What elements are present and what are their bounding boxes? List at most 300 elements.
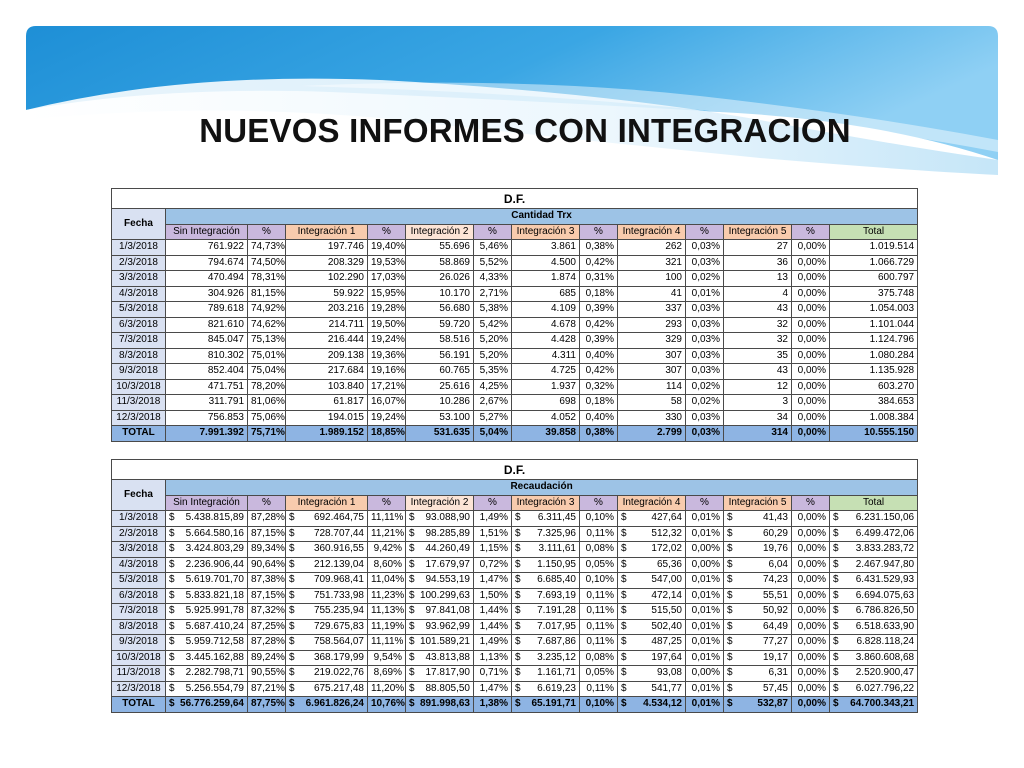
count-cell: 102.290 — [286, 271, 368, 287]
percent-cell: 0,05% — [580, 666, 618, 682]
percent-cell: 0,01% — [686, 573, 724, 589]
table-row — [112, 588, 918, 604]
percent-cell: 0,01% — [686, 588, 724, 604]
date-cell: 9/3/2018 — [112, 364, 166, 380]
column-header: Integración 2 — [406, 224, 474, 240]
amount-cell — [166, 604, 248, 620]
table-row — [112, 379, 918, 395]
amount-cell — [166, 681, 248, 697]
amount-value: 368.179,99 — [313, 651, 364, 663]
count-cell: 4 — [724, 286, 792, 302]
amount-value: 758.564,07 — [313, 636, 364, 648]
percent-cell: 19,24% — [368, 333, 406, 349]
amount-cell — [512, 542, 580, 558]
amount-value: 6.231.150,06 — [855, 512, 915, 524]
percent-cell: 0,11% — [580, 681, 618, 697]
percent-cell: 0,39% — [580, 302, 618, 318]
percent-cell: 0,00% — [686, 542, 724, 558]
percent-cell: 9,54% — [368, 650, 406, 666]
amount-value: 212.139,04 — [313, 558, 364, 570]
amount-cell — [166, 542, 248, 558]
amount-cell — [724, 557, 792, 573]
amount-value: 6.961.826,24 — [305, 698, 364, 710]
amount-value: 5.833.821,18 — [185, 589, 244, 601]
total-row — [112, 426, 918, 442]
percent-cell: 19,28% — [368, 302, 406, 318]
amount-value: 5.687.410,24 — [185, 620, 244, 632]
count-cell: 329 — [618, 333, 686, 349]
amount-cell — [166, 697, 248, 713]
percent-cell: 0,10% — [580, 573, 618, 589]
currency-symbol: $ — [727, 543, 733, 554]
amount-cell — [512, 511, 580, 527]
amount-value: 172,02 — [651, 543, 682, 555]
amount-value: 3.424.803,29 — [185, 543, 244, 555]
count-cell: 307 — [618, 348, 686, 364]
amount-cell — [512, 635, 580, 651]
amount-cell — [830, 526, 918, 542]
amount-value: 692.464,75 — [313, 512, 364, 524]
amount-value: 3.235,12 — [537, 651, 576, 663]
percent-cell: 1,51% — [474, 526, 512, 542]
count-cell: 61.817 — [286, 395, 368, 411]
count-cell: 58.516 — [406, 333, 474, 349]
amount-value: 101.589,21 — [419, 636, 470, 648]
amount-value: 17.817,90 — [425, 667, 470, 679]
column-header: % — [368, 495, 406, 511]
amount-value: 6.499.472,06 — [855, 527, 915, 539]
table-body — [112, 240, 918, 442]
percent-cell: 0,10% — [580, 511, 618, 527]
currency-symbol: $ — [727, 682, 733, 694]
count-cell: 217.684 — [286, 364, 368, 380]
currency-symbol: $ — [169, 620, 175, 632]
amount-value: 7.017,95 — [537, 620, 576, 632]
amount-cell — [166, 619, 248, 635]
count-cell: 4.500 — [512, 255, 580, 271]
count-cell: 26.026 — [406, 271, 474, 287]
amount-cell — [406, 619, 474, 635]
count-cell: 470.494 — [166, 271, 248, 287]
amount-value: 5.438.815,89 — [185, 512, 244, 524]
column-header: % — [580, 224, 618, 240]
currency-symbol: $ — [169, 605, 175, 616]
percent-cell: 87,15% — [248, 588, 286, 604]
amount-cell — [724, 619, 792, 635]
amount-value: 219.022,76 — [313, 667, 364, 679]
column-header: Total — [830, 495, 918, 511]
currency-symbol: $ — [833, 682, 839, 694]
currency-symbol: $ — [409, 574, 415, 585]
amount-cell — [830, 635, 918, 651]
count-cell: 43 — [724, 302, 792, 318]
date-cell: 9/3/2018 — [112, 635, 166, 651]
table-row — [112, 526, 918, 542]
amount-cell — [618, 557, 686, 573]
percent-cell: 0,02% — [686, 395, 724, 411]
amount-cell — [830, 557, 918, 573]
currency-symbol: $ — [169, 543, 175, 554]
count-cell: 384.653 — [830, 395, 918, 411]
column-header: % — [580, 495, 618, 511]
table-row — [112, 542, 918, 558]
amount-cell — [512, 588, 580, 604]
percent-cell: 0,03% — [686, 240, 724, 256]
amount-cell — [618, 681, 686, 697]
currency-symbol: $ — [621, 636, 627, 647]
percent-cell: 18,85% — [368, 426, 406, 442]
amount-value: 515,50 — [651, 605, 682, 617]
count-cell: 209.138 — [286, 348, 368, 364]
percent-cell: 11,23% — [368, 588, 406, 604]
currency-symbol: $ — [515, 512, 521, 523]
table-row — [112, 635, 918, 651]
percent-cell: 4,33% — [474, 271, 512, 287]
count-cell: 1.080.284 — [830, 348, 918, 364]
count-cell: 208.329 — [286, 255, 368, 271]
percent-cell: 0,00% — [792, 666, 830, 682]
transactions-count-table — [111, 188, 918, 442]
count-cell: 603.270 — [830, 379, 918, 395]
percent-cell: 0,00% — [792, 681, 830, 697]
count-cell: 845.047 — [166, 333, 248, 349]
table-row — [112, 364, 918, 380]
amount-cell — [512, 557, 580, 573]
amount-value: 6.685,40 — [537, 574, 576, 586]
fecha-header: Fecha — [112, 209, 166, 240]
currency-symbol: $ — [833, 589, 839, 601]
percent-cell: 0,08% — [580, 542, 618, 558]
amount-value: 93,08 — [656, 667, 682, 679]
percent-cell: 0,03% — [686, 426, 724, 442]
amount-cell — [618, 619, 686, 635]
percent-cell: 87,38% — [248, 573, 286, 589]
currency-symbol: $ — [289, 698, 295, 709]
currency-symbol: $ — [621, 543, 627, 554]
count-cell: 12 — [724, 379, 792, 395]
column-header-row — [112, 224, 918, 240]
count-cell: 216.444 — [286, 333, 368, 349]
currency-symbol: $ — [289, 636, 295, 647]
percent-cell: 0,01% — [686, 511, 724, 527]
amount-value: 6.786.826,50 — [855, 605, 915, 617]
percent-cell: 0,11% — [580, 635, 618, 651]
percent-cell: 0,00% — [792, 650, 830, 666]
date-cell: 6/3/2018 — [112, 588, 166, 604]
table-row — [112, 395, 918, 411]
amount-cell — [724, 681, 792, 697]
amount-value: 100.299,63 — [419, 589, 470, 601]
table-row — [112, 681, 918, 697]
amount-cell — [830, 573, 918, 589]
percent-cell: 0,00% — [792, 697, 830, 713]
amount-cell — [618, 526, 686, 542]
date-cell: 6/3/2018 — [112, 317, 166, 333]
percent-cell: 1,49% — [474, 635, 512, 651]
currency-symbol: $ — [409, 667, 415, 678]
amount-value: 5.619.701,70 — [185, 574, 244, 586]
column-header: Integración 1 — [286, 495, 368, 511]
percent-cell: 0,38% — [580, 240, 618, 256]
percent-cell: 11,11% — [368, 511, 406, 527]
percent-cell: 0,00% — [792, 255, 830, 271]
count-cell: 1.874 — [512, 271, 580, 287]
percent-cell: 19,53% — [368, 255, 406, 271]
percent-cell: 1,49% — [474, 511, 512, 527]
currency-symbol: $ — [727, 620, 733, 632]
percent-cell: 0,00% — [792, 426, 830, 442]
amount-cell — [286, 635, 368, 651]
percent-cell: 19,16% — [368, 364, 406, 380]
amount-value: 360.916,55 — [313, 543, 364, 555]
percent-cell: 11,19% — [368, 619, 406, 635]
count-cell: 810.302 — [166, 348, 248, 364]
amount-value: 4.534,12 — [643, 698, 682, 710]
percent-cell: 74,50% — [248, 255, 286, 271]
count-cell: 1.054.003 — [830, 302, 918, 318]
amount-value: 6.828.118,24 — [856, 636, 915, 648]
percent-cell: 0,00% — [792, 240, 830, 256]
currency-symbol: $ — [289, 527, 295, 539]
percent-cell: 0,00% — [686, 557, 724, 573]
amount-cell — [406, 526, 474, 542]
table-row — [112, 333, 918, 349]
currency-symbol: $ — [169, 574, 175, 585]
date-cell: 12/3/2018 — [112, 681, 166, 697]
currency-symbol: $ — [169, 512, 175, 523]
percent-cell: 2,67% — [474, 395, 512, 411]
amount-value: 502,40 — [651, 620, 682, 632]
amount-value: 1.150,95 — [537, 558, 576, 570]
count-cell: 7.991.392 — [166, 426, 248, 442]
amount-cell — [618, 573, 686, 589]
column-header: % — [792, 495, 830, 511]
currency-symbol: $ — [169, 698, 175, 709]
currency-symbol: $ — [833, 620, 839, 632]
amount-value: 98.285,89 — [425, 527, 470, 539]
amount-cell — [724, 526, 792, 542]
amount-cell — [166, 573, 248, 589]
percent-cell: 8,69% — [368, 666, 406, 682]
count-cell: 4.109 — [512, 302, 580, 318]
percent-cell: 74,73% — [248, 240, 286, 256]
count-cell: 375.748 — [830, 286, 918, 302]
percent-cell: 19,50% — [368, 317, 406, 333]
amount-cell — [512, 619, 580, 635]
amount-cell — [286, 681, 368, 697]
percent-cell: 0,00% — [792, 542, 830, 558]
percent-cell: 0,00% — [686, 666, 724, 682]
group-header: Cantidad Trx — [166, 209, 918, 225]
amount-value: 547,00 — [651, 574, 682, 586]
percent-cell: 0,38% — [580, 426, 618, 442]
amount-cell — [286, 666, 368, 682]
amount-cell — [512, 526, 580, 542]
group-header: Recaudación — [166, 480, 918, 496]
date-cell: 3/3/2018 — [112, 542, 166, 558]
amount-cell — [618, 666, 686, 682]
amount-value: 2.236.906,44 — [185, 558, 244, 570]
amount-cell — [286, 588, 368, 604]
percent-cell: 5,52% — [474, 255, 512, 271]
amount-value: 729.675,83 — [313, 620, 364, 632]
amount-cell — [166, 650, 248, 666]
currency-symbol: $ — [409, 543, 415, 554]
date-cell: 10/3/2018 — [112, 379, 166, 395]
percent-cell: 75,06% — [248, 410, 286, 426]
column-header: % — [474, 224, 512, 240]
count-cell: 214.711 — [286, 317, 368, 333]
count-cell: 4.678 — [512, 317, 580, 333]
currency-symbol: $ — [409, 636, 415, 647]
currency-symbol: $ — [727, 527, 733, 539]
count-cell: 10.170 — [406, 286, 474, 302]
currency-symbol: $ — [515, 558, 521, 570]
percent-cell: 0,11% — [580, 619, 618, 635]
amount-cell — [830, 588, 918, 604]
amount-cell — [830, 697, 918, 713]
currency-symbol: $ — [621, 512, 627, 523]
currency-symbol: $ — [289, 558, 295, 570]
amount-cell — [830, 511, 918, 527]
percent-cell: 0,00% — [792, 379, 830, 395]
amount-cell — [286, 573, 368, 589]
percent-cell: 0,01% — [686, 681, 724, 697]
amount-value: 64.700.343,21 — [850, 698, 915, 710]
percent-cell: 17,21% — [368, 379, 406, 395]
amount-cell — [724, 542, 792, 558]
percent-cell: 0,00% — [792, 302, 830, 318]
count-cell: 58 — [618, 395, 686, 411]
amount-cell — [512, 650, 580, 666]
amount-cell — [512, 604, 580, 620]
count-cell: 10.286 — [406, 395, 474, 411]
percent-cell: 78,31% — [248, 271, 286, 287]
fecha-header: Fecha — [112, 480, 166, 511]
count-cell: 321 — [618, 255, 686, 271]
amount-value: 19,17 — [762, 651, 788, 663]
percent-cell: 0,00% — [792, 557, 830, 573]
count-cell: 35 — [724, 348, 792, 364]
column-header: Integración 3 — [512, 224, 580, 240]
currency-symbol: $ — [169, 651, 175, 663]
count-cell: 59.720 — [406, 317, 474, 333]
count-cell: 262 — [618, 240, 686, 256]
amount-value: 88.805,50 — [425, 682, 470, 694]
currency-symbol: $ — [409, 589, 415, 601]
percent-cell: 0,42% — [580, 255, 618, 271]
currency-symbol: $ — [727, 636, 733, 647]
count-cell: 59.922 — [286, 286, 368, 302]
amount-value: 57,45 — [762, 682, 788, 694]
amount-value: 472,14 — [651, 589, 682, 601]
amount-cell — [166, 635, 248, 651]
amount-cell — [618, 511, 686, 527]
amount-cell — [406, 650, 474, 666]
amount-value: 60,29 — [762, 527, 788, 539]
amount-value: 56.776.259,64 — [180, 698, 244, 710]
amount-value: 197,64 — [651, 651, 682, 663]
date-cell: 3/3/2018 — [112, 271, 166, 287]
currency-symbol: $ — [727, 558, 733, 570]
amount-cell — [724, 588, 792, 604]
date-cell: 2/3/2018 — [112, 255, 166, 271]
amount-value: 94.553,19 — [425, 574, 470, 586]
column-header: Integración 4 — [618, 495, 686, 511]
currency-symbol: $ — [289, 543, 295, 554]
column-header: % — [248, 495, 286, 511]
amount-cell — [618, 604, 686, 620]
count-cell: 2.799 — [618, 426, 686, 442]
percent-cell: 0,11% — [580, 526, 618, 542]
count-cell: 203.216 — [286, 302, 368, 318]
amount-cell — [618, 635, 686, 651]
count-cell: 1.066.729 — [830, 255, 918, 271]
percent-cell: 1,13% — [474, 650, 512, 666]
amount-value: 6.694.075,63 — [855, 589, 915, 601]
count-cell: 531.635 — [406, 426, 474, 442]
amount-cell — [512, 697, 580, 713]
percent-cell: 89,24% — [248, 650, 286, 666]
percent-cell: 0,42% — [580, 317, 618, 333]
count-cell: 27 — [724, 240, 792, 256]
currency-symbol: $ — [409, 651, 415, 663]
percent-cell: 0,00% — [792, 511, 830, 527]
currency-symbol: $ — [621, 651, 627, 663]
column-header: % — [686, 224, 724, 240]
amount-value: 6,04 — [768, 558, 788, 570]
currency-symbol: $ — [515, 698, 521, 709]
percent-cell: 16,07% — [368, 395, 406, 411]
currency-symbol: $ — [515, 682, 521, 694]
amount-cell — [830, 542, 918, 558]
currency-symbol: $ — [169, 636, 175, 647]
amount-value: 709.968,41 — [313, 574, 364, 586]
total-label: TOTAL — [112, 697, 166, 713]
percent-cell: 0,11% — [580, 604, 618, 620]
percent-cell: 87,25% — [248, 619, 286, 635]
currency-symbol: $ — [515, 543, 521, 554]
percent-cell: 0,00% — [792, 619, 830, 635]
currency-symbol: $ — [515, 605, 521, 616]
count-cell: 58.869 — [406, 255, 474, 271]
count-cell: 114 — [618, 379, 686, 395]
currency-symbol: $ — [169, 527, 175, 539]
percent-cell: 90,64% — [248, 557, 286, 573]
percent-cell: 17,03% — [368, 271, 406, 287]
column-header-row — [112, 495, 918, 511]
count-cell: 32 — [724, 333, 792, 349]
currency-symbol: $ — [621, 682, 627, 694]
currency-symbol: $ — [833, 605, 839, 616]
percent-cell: 19,24% — [368, 410, 406, 426]
amount-cell — [512, 681, 580, 697]
percent-cell: 19,40% — [368, 240, 406, 256]
currency-symbol: $ — [289, 667, 295, 678]
percent-cell: 0,01% — [686, 697, 724, 713]
count-cell: 41 — [618, 286, 686, 302]
currency-symbol: $ — [833, 558, 839, 570]
amount-cell — [406, 697, 474, 713]
currency-symbol: $ — [409, 605, 415, 616]
amount-value: 17.679,97 — [425, 558, 470, 570]
amount-value: 2.467.947,80 — [855, 558, 915, 570]
currency-symbol: $ — [621, 558, 627, 570]
amount-cell — [166, 666, 248, 682]
count-cell: 60.765 — [406, 364, 474, 380]
percent-cell: 0,00% — [792, 604, 830, 620]
percent-cell: 0,00% — [792, 395, 830, 411]
